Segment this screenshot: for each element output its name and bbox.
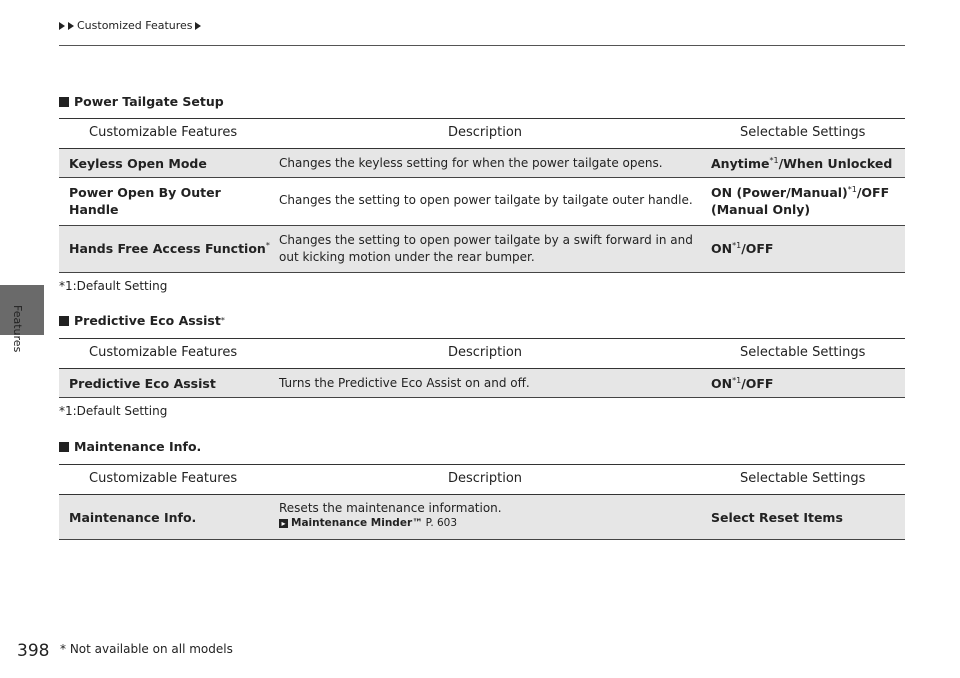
header-rule	[59, 45, 905, 46]
footnote-default-setting: *1:Default Setting	[59, 404, 168, 418]
feature-maintenance-info: Maintenance Info.	[69, 510, 197, 525]
triangle-right-icon	[195, 22, 201, 30]
header-settings: Selectable Settings	[740, 345, 866, 360]
triangle-right-icon	[59, 22, 65, 30]
table-row	[59, 495, 905, 540]
table-row	[59, 178, 905, 226]
breadcrumb-item[interactable]: Customized Features	[77, 19, 193, 32]
side-tab-label: Features	[11, 305, 24, 353]
header-description: Description	[448, 471, 523, 486]
table-row	[59, 149, 905, 178]
section-title-maintenance: Maintenance Info.	[59, 439, 201, 454]
page-number: 398	[17, 641, 50, 661]
setting: Anytime$^{*1}$/When Unlocked	[711, 155, 893, 171]
table-row	[59, 369, 905, 398]
triangle-right-icon	[68, 22, 74, 30]
table-header	[59, 118, 905, 149]
setting: ON (Power/Manual)$^{*1}$/OFF (Manual Only)	[711, 184, 890, 217]
footnote-default-setting: *1:Default Setting	[59, 279, 168, 293]
square-bullet-icon	[59, 97, 69, 107]
setting: ON$^{*1}$/OFF	[711, 375, 774, 391]
section-title-eco-assist: Predictive Eco Assist *	[59, 313, 225, 328]
setting: ON$^{*1}$/OFF	[711, 240, 774, 256]
breadcrumb	[59, 19, 202, 32]
header-description: Description	[448, 345, 523, 360]
feature-hands-free-access: Hands Free Access Function*	[69, 240, 270, 256]
description: Resets the maintenance information. ▸ Maintenance Minder™ P. 603	[279, 501, 502, 529]
header-settings: Selectable Settings	[740, 125, 866, 140]
feature-power-open-outer-handle: Power Open By Outer Handle	[69, 185, 221, 217]
header-features: Customizable Features	[89, 345, 238, 360]
setting: Select Reset Items	[711, 510, 843, 525]
table-power-tailgate	[59, 118, 905, 273]
description: Changes the setting to open power tailgate by tailgate outer handle.	[279, 193, 693, 207]
feature-predictive-eco-assist: Predictive Eco Assist	[69, 376, 216, 391]
table-maintenance	[59, 464, 905, 540]
header-settings: Selectable Settings	[740, 471, 866, 486]
square-bullet-icon	[59, 442, 69, 452]
description: Changes the setting to open power tailgate by a swift forward in and out kicking motion under the rear bumper.	[279, 233, 693, 264]
header-features: Customizable Features	[89, 125, 238, 140]
table-eco-assist	[59, 338, 905, 398]
header-description: Description	[448, 125, 523, 140]
square-bullet-icon	[59, 316, 69, 326]
table-header	[59, 464, 905, 495]
cross-reference-link[interactable]: ▸ Maintenance Minder™ P. 603	[279, 517, 502, 529]
table-header	[59, 338, 905, 369]
table-row	[59, 226, 905, 273]
section-title-power-tailgate: Power Tailgate Setup	[59, 94, 224, 109]
availability-note: * Not available on all models	[60, 642, 233, 656]
description: Changes the keyless setting for when the power tailgate opens.	[279, 156, 663, 170]
header-features: Customizable Features	[89, 471, 238, 486]
feature-keyless-open-mode: Keyless Open Mode	[69, 156, 207, 171]
arrow-right-icon: ▸	[279, 519, 288, 528]
description: Turns the Predictive Eco Assist on and off.	[279, 376, 530, 390]
